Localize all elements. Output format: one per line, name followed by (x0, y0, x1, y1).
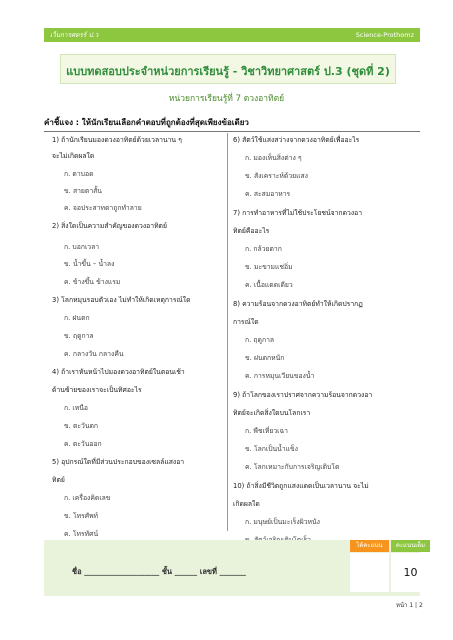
header-bar (44, 28, 420, 42)
answer-option: ค. สะสมอาหาร (245, 190, 291, 198)
answer-option: ก. ฝนตก (64, 314, 90, 322)
answer-option: ข. มะขามแช่อิ่ม (245, 263, 293, 271)
answer-option: ก. เครื่องคิดเลข (64, 494, 111, 502)
answer-option: ก. พืชเหี่ยวเฉา (245, 427, 288, 435)
answer-option: ก. เหนือ (64, 404, 88, 412)
page-number: หน้า 1 | 2 (396, 602, 423, 609)
answer-option: ค. เนื้อแดดเดียว (245, 281, 293, 289)
instruction-text: คำชี้แจง : ให้นักเรียนเลือกคำตอบที่ถูกต้องที่สุดเพียงข้อเดียว (44, 118, 249, 127)
question-text: การณ์ใด (233, 318, 259, 326)
answer-option: ก. กล้วยตาก (245, 245, 282, 253)
answer-option: ข. น้ำขึ้น – น้ำลง (64, 260, 115, 268)
column-divider (227, 133, 228, 531)
answer-option: ค. กลางวัน กลางคืน (64, 350, 124, 358)
page-title: แบบทดสอบประจำหน่วยการเรียนรู้ - วิชาวิทยาศาสตร์ ป.3 (ชุดที่ 2) (66, 65, 390, 78)
score-header: ได้คะแนน (350, 540, 389, 552)
question-text: 6) สัตว์ใช้แสงสว่างจากดวงอาทิตย์เพื่ออะไร (233, 136, 360, 144)
question-text: 2) สิ่งใดเป็นความสำคัญของดวงอาทิตย์ (52, 222, 167, 230)
question-text: 3) โลกหมุนรอบตัวเอง ไม่ทำให้เกิดเหตุการณ์ใด (52, 296, 191, 304)
full-score-value: 10 (403, 566, 418, 579)
question-text: จะไม่เกิดผลใด (52, 152, 95, 160)
header-right-text: Science-Prothomz (355, 31, 414, 39)
answer-option: ก. มองเห็นสิ่งต่าง ๆ (245, 154, 302, 162)
question-text: 4) ถ้าเราหันหน้าไปมองดวงอาทิตย์ในตอนเช้า (52, 368, 185, 376)
answer-option: ข. โทรศัพท์ (64, 512, 99, 520)
answer-option: ข. สังเคราะห์ด้วยแสง (245, 172, 308, 180)
question-text: เกิดผลใด (233, 500, 260, 508)
question-text: ทิตย์จะเกิดสิ่งใดบนโลกเรา (233, 409, 311, 417)
answer-option: ค. จอประสาทตาถูกทำลาย (64, 204, 142, 212)
question-text: 10) ถ้าสิ่งมีชีวิตถูกแสงแดดเป็นเวลานาน จะไม่ (233, 482, 369, 490)
answer-option: ก. มนุษย์เป็นมะเร็งผิวหนัง (245, 518, 320, 526)
answer-option: ข. สายตาสั้น (64, 187, 102, 195)
answer-option: ค. โลกเหมาะกับการเจริญเติบโต (245, 463, 340, 471)
answer-option: ค. ตะวันออก (64, 440, 102, 448)
question-text: 9) ถ้าโลกของเราปราศจากความร้อนจากดวงอา (233, 391, 373, 399)
header-left-text: เว็บการศตรร์ ป.ว (50, 31, 99, 39)
answer-option: ก. บอกเวลา (64, 243, 100, 251)
answer-option: ก. ฤดูกาล (245, 336, 275, 344)
full-score-header: คะแนนเต็ม (391, 540, 430, 552)
answer-option: ก. ตาบอด (64, 170, 94, 178)
instruction-divider (44, 131, 420, 132)
student-info-footer (44, 540, 426, 596)
question-text: 5) อุปกรณ์ใดที่มีส่วนประกอบของเซลล์แสงอา (52, 458, 185, 466)
question-text: 7) การทำอาหารที่ไม่ใช้ประโยชน์จากดวงอา (233, 209, 363, 217)
unit-subtitle: หน่วยการเรียนรู้ที่ 7 ดวงอาทิตย์ (168, 94, 285, 104)
question-text: 8) ความร้อนจากดวงอาทิตย์ทำให้เกิดปรากฏ (233, 300, 363, 308)
answer-option: ข. ฤดูกาล (64, 332, 94, 340)
question-text: ทิตย์คืออะไร (233, 227, 270, 235)
name-class-number-line: ชื่อ ____________________ ชั้น ______ เลขที่ _______ (72, 567, 246, 576)
title-box (60, 54, 396, 84)
answer-option: ข. ตะวันตก (64, 422, 99, 430)
answer-option: ค. การหมุนเวียนของน้ำ (245, 372, 315, 380)
answer-option: ค. โทรทัศน์ (64, 530, 99, 538)
answer-option: ข. ฝนตกหนัก (245, 354, 285, 362)
answer-option: ข. โลกเป็นน้ำแข็ง (245, 445, 298, 453)
question-text: 1) ถ้านักเรียนมองดวงอาทิตย์ด้วยเวลานาน ๆ (52, 136, 182, 144)
question-text: ทิตย์ (52, 476, 65, 484)
answer-option: ค. ข้างขึ้น ข้างแรม (64, 278, 121, 286)
score-box (350, 553, 389, 592)
question-text: ด้านซ้ายของเราจะเป็นทิศอะไร (52, 386, 142, 394)
